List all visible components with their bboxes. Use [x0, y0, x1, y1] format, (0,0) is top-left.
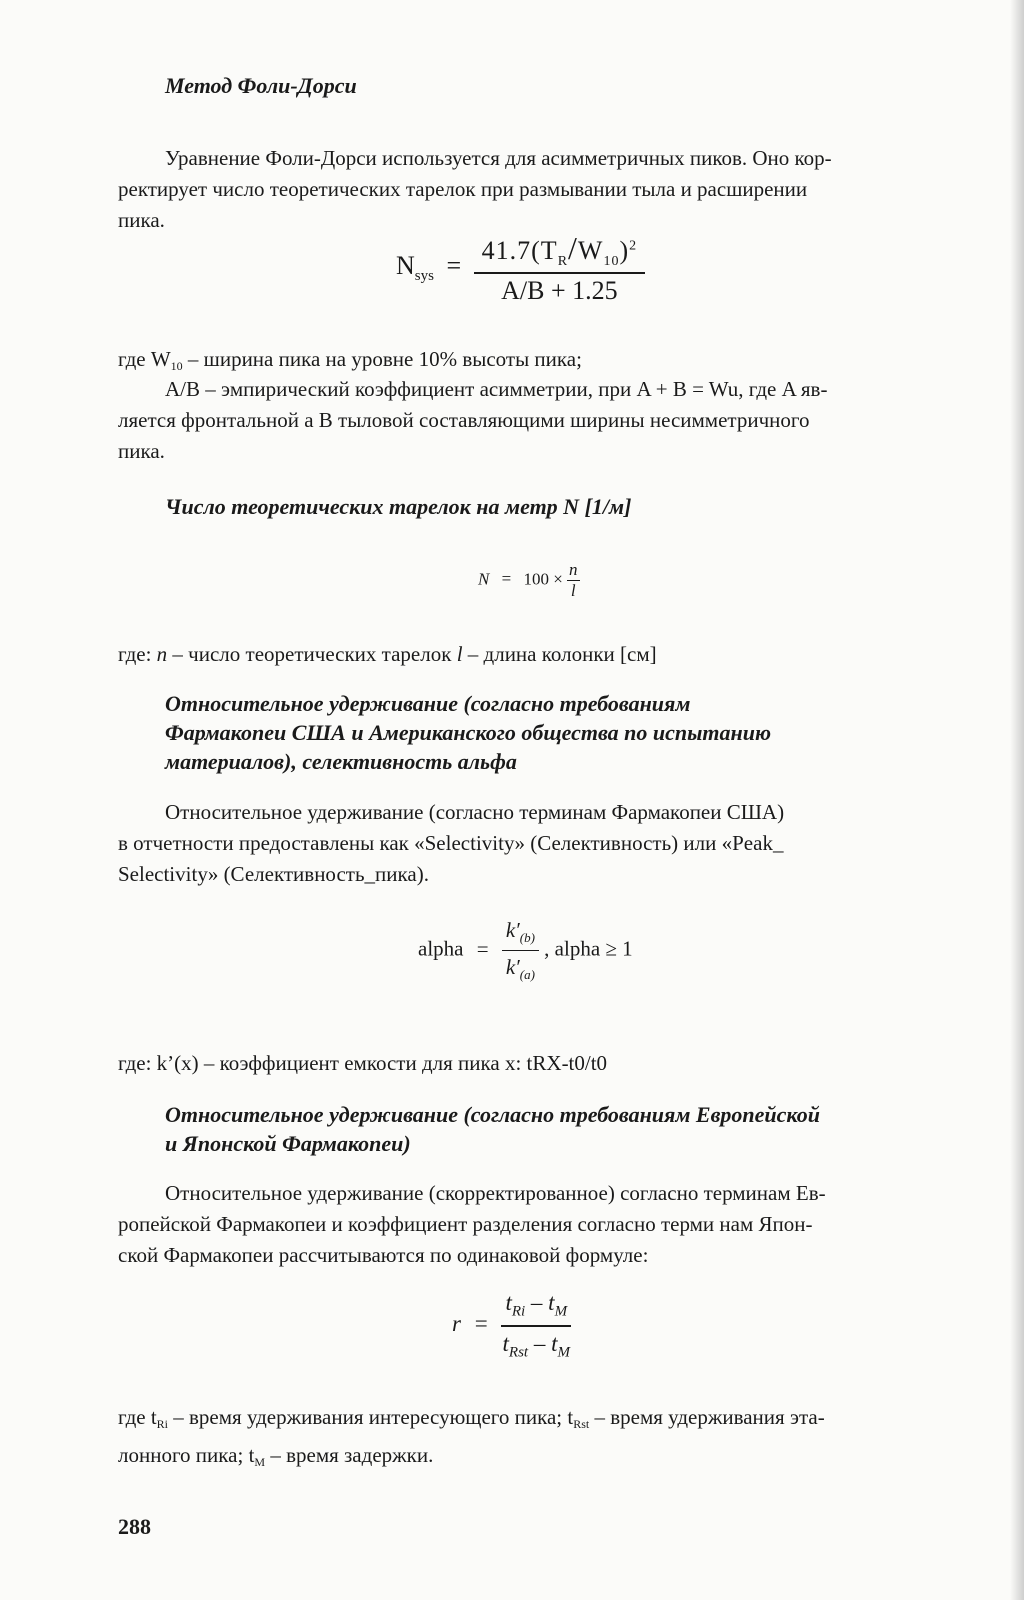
- text-line: в отчетности предоставлены как «Selectivity» (Селективность) или «Peak_: [118, 831, 784, 855]
- formula-coefficient: 100 ×: [523, 569, 563, 589]
- formula-lhs: $N_{sys}$: [396, 251, 434, 285]
- text-line: ляется фронтальной а B тыловой составляющими ширины несимметричного: [118, 408, 810, 432]
- text-line: лонного пика; $t_M$ – время задержки.: [118, 1443, 434, 1469]
- paragraph-r-definition: [118, 1402, 980, 1478]
- text-line: Selectivity» (Селективность_пика).: [118, 862, 429, 886]
- formula-numerator: $t_{Ri} - t_M$: [505, 1290, 568, 1320]
- formula-equals: =: [474, 1310, 488, 1336]
- text-line: A/B – эмпирический коэффициент асимметрии, при A + B = Wu, где A яв-: [165, 377, 828, 401]
- text-line: пика.: [118, 208, 165, 232]
- text-line: Относительное удерживание (скорректированное) согласно терминам Ев-: [165, 1181, 826, 1205]
- heading-line: Относительное удерживание (согласно требованиям Европейской: [165, 1102, 820, 1127]
- paragraph-usp-selectivity: [118, 797, 980, 890]
- text-line: Относительное удерживание (согласно терминам Фармакопеи США): [165, 800, 785, 824]
- formula-fraction: [567, 560, 580, 601]
- page-number: 288: [118, 1514, 151, 1539]
- section-heading-foley-dorsey: Метод Фоли-Дорси: [165, 73, 357, 98]
- formula-denominator: l: [567, 580, 580, 601]
- formula-foley-dorsey: [396, 230, 645, 306]
- formula-alpha: [418, 918, 633, 983]
- where-w10: где $W_{10}$ – ширина пика на уровне 10% высоты пика;: [118, 347, 582, 373]
- formula-denominator: $t_{Rst} - t_M$: [501, 1325, 571, 1362]
- formula-fraction: [474, 230, 646, 306]
- paragraph-ep-jp-relative-retention: [118, 1178, 980, 1271]
- text-line: где $t_{Ri}$ – время удерживания интересующего пика; $t_{Rst}$ – время удерживания эта-: [118, 1405, 825, 1431]
- text-line: Уравнение Фоли-Дорси используется для асимметричных пиков. Оно кор-: [165, 146, 832, 170]
- where-n-l: где: n – число теоретических тарелок l – длина колонки [см]: [118, 642, 657, 666]
- formula-denominator: $k'_{(a)}$: [502, 950, 539, 983]
- text-line: пика.: [118, 439, 165, 463]
- text-line: ректирует число теоретических тарелок при размывании тыла и расширении: [118, 177, 808, 201]
- formula-equals: =: [501, 569, 512, 589]
- text-line: ской Фармакопеи рассчитываются по одинаковой формуле:: [118, 1243, 649, 1267]
- paragraph-foley-dorsey-intro: [118, 143, 980, 236]
- section-heading-plates-per-meter: Число теоретических тарелок на метр N [1/м]: [165, 494, 632, 519]
- heading-line: Фармакопеи США и Американского общества по испытанию: [165, 720, 772, 745]
- formula-numerator: $41.7(T_R/W_{10})^2$: [481, 230, 638, 270]
- formula-lhs: N: [478, 569, 490, 589]
- heading-line: Относительное удерживание (согласно требованиям: [165, 691, 691, 716]
- section-heading-usp-selectivity: [165, 689, 771, 776]
- section-heading-ep-jp-relative-retention: [165, 1100, 820, 1158]
- text-line: ропейской Фармакопеи и коэффициент разделения согласно терми нам Япон-: [118, 1212, 813, 1236]
- formula-denominator: A/B + 1.25: [474, 272, 646, 306]
- heading-line: и Японской Фармакопеи): [165, 1131, 411, 1156]
- formula-equals: =: [476, 936, 489, 961]
- formula-equals: =: [446, 251, 462, 281]
- formula-condition: , alpha ≥ 1: [544, 936, 633, 961]
- paragraph-ab-definition: [118, 374, 980, 467]
- page-edge-shadow: [1010, 0, 1024, 1600]
- formula-fraction: [502, 918, 539, 983]
- formula-numerator: n: [569, 560, 578, 579]
- formula-numerator: $k'_{(b)}$: [505, 918, 535, 946]
- formula-fraction: [501, 1290, 571, 1361]
- heading-line: материалов), селективность альфа: [165, 749, 517, 774]
- formula-lhs: r: [452, 1310, 461, 1336]
- formula-plates-per-meter: [478, 560, 580, 601]
- formula-lhs: alpha: [418, 936, 464, 961]
- where-k-prime: где: k’(x) – коэффициент емкости для пика x: tRX-t0/t0: [118, 1051, 608, 1075]
- formula-r: [452, 1290, 571, 1361]
